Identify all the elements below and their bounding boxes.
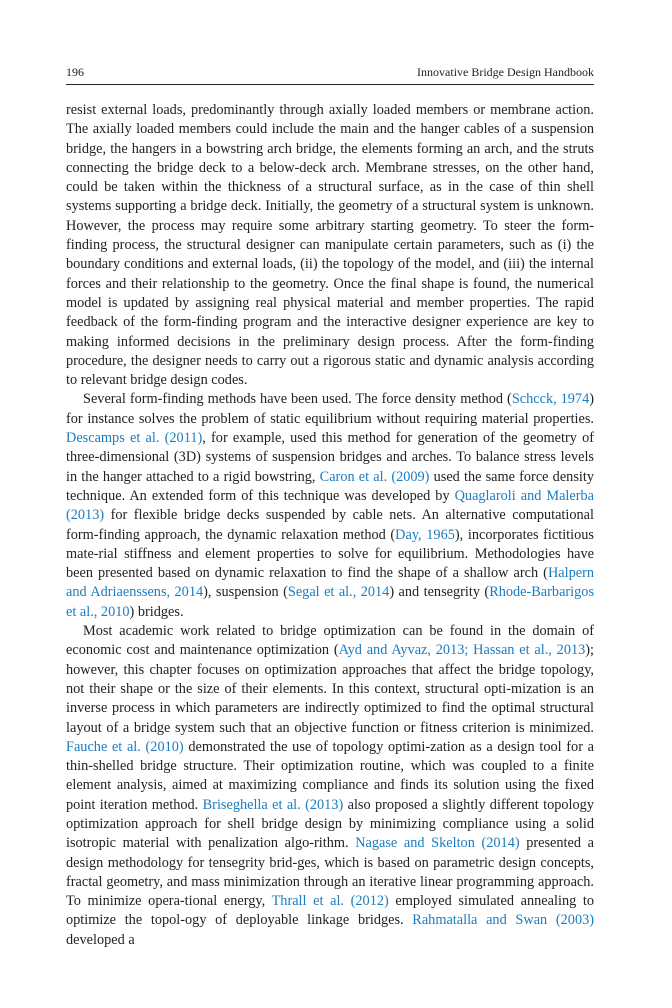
paragraph-text: ), incorporates fictitious mate-rial stiffness and element properties to solve for equilibrium. Methodologies have been presented based on dynamic relaxation to find the shape of a shallow arch ( (66, 526, 594, 582)
paragraph-text: employed simulated annealing to optimize the topol-ogy of deployable linkage bridges. (66, 893, 595, 929)
paragraph-text: also proposed a slightly different topology optimization approach for shell bridge design by minimizing compliance using a solid isotropic material with penalization algo-rithm. (66, 796, 594, 852)
paragraph-text: , for example, used this method for generation of the geometry of three-dimensional (3D) systems of suspension bridges and arches. To balance stress levels in the hanger attached to a rigid bowstring, (66, 430, 594, 485)
citation-link[interactable]: Ayd and Ayvaz, 2013; Hassan et al., 2013 (338, 642, 586, 659)
paragraph-text: resist external loads, predominantly through axially loaded members or membrane action. The axially loaded members could include the main and the hanger cables of a suspension bridge, the hangers in a bowstring arch bridge, the elements forming an arch, and the struts connecting the bridge deck to a below-deck arch. Membrane stresses, on the other hand, could be taken within the thickness of a structural surface, as in the case of thin shell systems supporting a bridge deck. Initially, the geometry of a structural system is unknown. However, the process may require some arbitrary starting geometry. To steer the form-finding process, the structural designer can manipulate certain parameters, such as (i) the boundary conditions and external loads, (ii) the topology of the model, and (iii) the internal forces and their relationship to the geometry. Once the final shape is found, the numerical model is updated by assigning real physical material and member properties. The rapid feedback of the form-finding program and the interactive designer experience are key to making informed decisions in the preliminary design process. After the form-finding procedure, the designer needs to carry out a rigorous static and dynamic analysis according to relevant bridge design codes. (66, 102, 594, 389)
running-title: Innovative Bridge Design Handbook (417, 65, 594, 79)
citation-link[interactable]: Quaglaroli and Malerba (2013) (66, 487, 594, 524)
paragraph-text: for flexible bridge decks suspended by cable nets. An alternative computational form-finding approach, the dynamic relaxation method ( (66, 507, 594, 543)
citation-link[interactable]: Schcck, 1974 (511, 391, 590, 408)
body-paragraph (66, 101, 594, 390)
running-header (66, 62, 594, 82)
citation-link[interactable]: Thrall et al. (2012) (271, 893, 389, 910)
paragraph-text: developed a (66, 931, 135, 948)
citation-link[interactable]: Day, 1965 (395, 526, 455, 543)
citation-link[interactable]: Rahmatalla and Swan (2003) (412, 912, 594, 929)
citation-link[interactable]: Rhode-Barbarigos et al., 2010 (66, 584, 595, 620)
paragraph-text: ) for instance solves the problem of static equilibrium without requiring material properties. (66, 391, 594, 427)
paragraph-text: used the same force density technique. An extended form of this technique was developed by (66, 468, 594, 504)
paragraph-text: ) and tensegrity ( (389, 584, 490, 601)
citation-link[interactable]: Nagase and Skelton (2014) (355, 835, 520, 852)
citation-link[interactable]: Segal et al., 2014 (287, 584, 390, 601)
citation-link[interactable]: Caron et al. (2009) (319, 468, 430, 485)
citation-link[interactable]: Fauche et al. (2010) (66, 738, 184, 755)
page-number: 196 (66, 65, 84, 79)
citation-link[interactable]: Briseghella et al. (2013) (202, 796, 344, 813)
paragraph-text: presented a design methodology for tensegrity brid-ges, which is based on parametric design concepts, fractal geometry, and mass minimization through an iterative linear programming approach. To minimize opera-tional energy, (66, 835, 594, 910)
body-paragraph (66, 390, 594, 622)
paragraph-text: ), suspension ( (203, 584, 288, 601)
citation-link[interactable]: Descamps et al. (2011) (66, 430, 203, 447)
paragraph-text: ); however, this chapter focuses on optimization approaches that affect the bridge topology, not their shape or the size of their elements. In this context, structural opti-mization is an inverse process in which parameters are indirectly optimized to find the optimal structural layout of a bridge system such that an objective function or fitness criterion is minimized. (66, 642, 594, 736)
body-text (66, 101, 594, 950)
paragraph-text: Several form-finding methods have been used. The force density method ( (83, 391, 512, 408)
citation-link[interactable]: Halpern and Adriaenssens, 2014 (66, 565, 594, 601)
body-paragraph (66, 622, 594, 950)
paragraph-text: demonstrated the use of topology optimi-zation as a design tool for a thin-shelled bridge structure. Their optimization routine, which was coupled to a finite element analysis, aimed at maximizing compliance and finds its solution using the fixed point iteration method. (66, 738, 594, 813)
paragraph-text: Most academic work related to bridge optimization can be found in the domain of economic cost and maintenance optimization ( (66, 623, 594, 659)
paragraph-text: ) bridges. (129, 603, 184, 620)
header-rule (66, 84, 594, 85)
